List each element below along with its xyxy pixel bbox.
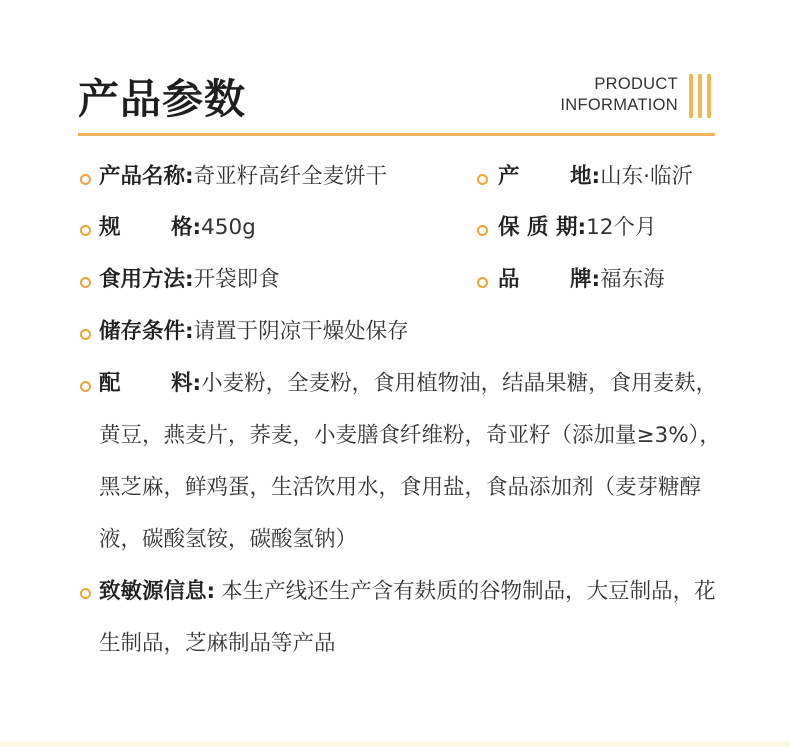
param-label-part: 品: [498, 267, 520, 292]
decorative-bars-icon: [688, 74, 714, 118]
bullet-circle-icon: [477, 174, 488, 185]
param-label: 储存条件:: [99, 319, 194, 344]
english-heading: [560, 74, 678, 116]
param-label-part: 牌:: [570, 267, 601, 292]
param-label-part: 地:: [570, 164, 601, 189]
bullet-circle-icon: [80, 277, 91, 288]
param-brand: [498, 267, 665, 293]
bullet-circle-icon: [80, 588, 91, 599]
english-heading-line2: INFORMATION: [560, 96, 678, 114]
param-value: 山东·临沂: [600, 164, 693, 189]
page-title: 产品参数: [78, 75, 246, 123]
param-label: 食用方法:: [99, 267, 194, 292]
param-label-part: 格:: [171, 215, 202, 240]
param-value: 12个月: [586, 215, 657, 240]
param-label: 保 质 期:: [498, 215, 587, 240]
param-spec: [99, 215, 256, 241]
param-label-part: 料:: [171, 371, 202, 396]
param-ingredients: [99, 358, 729, 566]
param-value: 小麦粉，全麦粉，食用植物油，结晶果糖，食用麦麸，黄豆，燕麦片，荞麦，小麦膳食纤维粉，奇亚籽（添加量≥3%），黑芝麻，鲜鸡蛋，生活饮用水，食用盐，食品添加剂（麦芽糖醇液，碳酸氢铵，碳酸氢钠）: [99, 371, 721, 552]
param-label-part: 产: [498, 164, 520, 189]
bullet-circle-icon: [80, 225, 91, 236]
param-value: 本生产线还生产含有麸质的谷物制品，大豆制品，花生制品，芝麻制品等产品: [99, 579, 716, 656]
param-origin: [498, 164, 693, 190]
bullet-circle-icon: [80, 329, 91, 340]
param-value: 奇亚籽高纤全麦饼干: [193, 164, 388, 189]
param-allergen: [99, 566, 729, 670]
bullet-circle-icon: [477, 225, 488, 236]
bullet-circle-icon: [80, 381, 91, 392]
bullet-circle-icon: [80, 174, 91, 185]
param-product-name: [99, 164, 387, 190]
param-value: 450g: [201, 215, 256, 240]
param-label-part: 配: [99, 371, 121, 396]
param-storage: [99, 319, 409, 345]
param-value: 福东海: [600, 267, 665, 292]
header-divider: [78, 133, 715, 136]
param-shelf-life: [498, 215, 656, 241]
param-label: 致敏源信息:: [99, 579, 216, 604]
param-label-part: 规: [99, 215, 121, 240]
param-usage: [99, 267, 280, 293]
bottom-stripe: [0, 742, 790, 747]
english-heading-line1: PRODUCT: [594, 75, 678, 93]
param-value: 开袋即食: [193, 267, 280, 292]
bullet-circle-icon: [477, 277, 488, 288]
param-label: 产品名称:: [99, 164, 194, 189]
param-value: 请置于阴凉干燥处保存: [193, 319, 409, 344]
